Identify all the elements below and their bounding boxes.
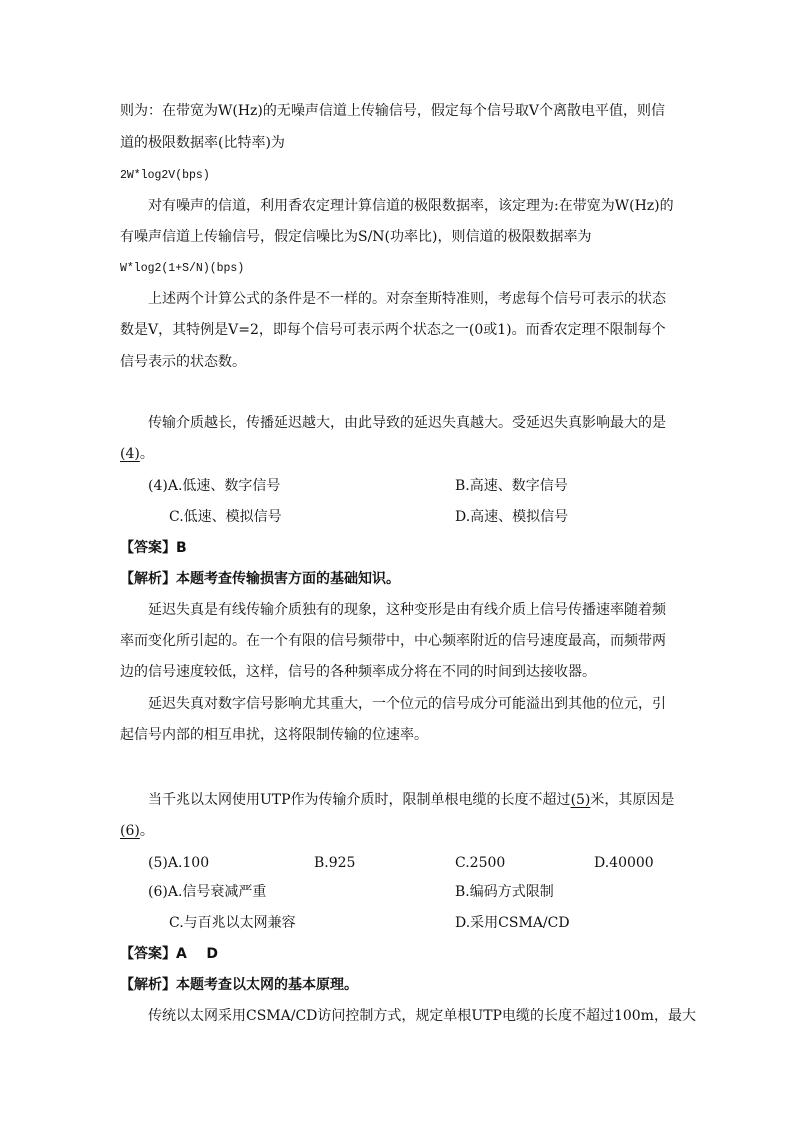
analysis-line: 率而变化所引起的。在一个有限的信号频带中，中心频率附近的信号速度最高，而频带两 xyxy=(120,633,666,649)
blank-6: (6) xyxy=(120,823,140,839)
formula-nyquist: 2W*log2V(bps) xyxy=(120,169,210,182)
option-5c: C.2500 xyxy=(455,855,506,871)
answer-4: 【答案】B xyxy=(120,540,187,556)
paragraph-line: 则为：在带宽为W(Hz)的无噪声信道上传输信号，假定每个信号取V个离散电平值，则信 xyxy=(120,103,666,119)
paragraph-line: 上述两个计算公式的条件是不一样的。对奈奎斯特准则，考虑每个信号可表示的状态 xyxy=(148,291,666,307)
paragraph-line: 有噪声信道上传输信号，假定信噪比为S/N(功率比)，则信道的极限数据率为 xyxy=(120,229,592,245)
option-4d: D.高速、模拟信号 xyxy=(455,509,569,525)
blank-4: (4) xyxy=(120,446,140,462)
option-6d: D.采用CSMA/CD xyxy=(455,915,570,931)
option-5b: B.925 xyxy=(314,855,356,871)
blank-5: (5) xyxy=(570,792,591,808)
paragraph-line: 道的极限数据率(比特率)为 xyxy=(120,135,285,151)
paragraph-line: 信号表示的状态数。 xyxy=(120,354,246,370)
option-6a: (6)A.信号衰减严重 xyxy=(148,884,267,900)
analysis-4-heading: 【解析】本题考查传输损害方面的基础知识。 xyxy=(120,571,400,587)
option-6c: C.与百兆以太网兼容 xyxy=(169,915,296,931)
option-4c: C.低速、模拟信号 xyxy=(169,509,282,525)
question-4-stem: 传输介质越长，传播延迟越大，由此导致的延迟失真越大。受延迟失真影响最大的是 xyxy=(148,415,666,431)
analysis-56-heading: 【解析】本题考查以太网的基本原理。 xyxy=(120,977,358,993)
option-5a: (5)A.100 xyxy=(148,855,210,871)
question-56-blank-line: (6)。 xyxy=(120,823,154,839)
question-4-blank-line: (4)。 xyxy=(120,446,154,462)
formula-shannon: W*log2(1+S/N)(bps) xyxy=(120,262,245,275)
option-5d: D.40000 xyxy=(594,855,654,871)
analysis-line: 边的信号速度较低，这样，信号的各种频率成分将在不同的时间到达接收器。 xyxy=(120,664,596,680)
answer-56: 【答案】A D xyxy=(120,946,218,962)
question-56-stem: 当千兆以太网使用UTP作为传输介质时，限制单根电缆的长度不超过(5)米，其原因是 xyxy=(148,792,675,808)
paragraph-line: 数是V，其特例是V=2，即每个信号可表示两个状态之一(0或1)。而香农定理不限制每个 xyxy=(120,322,666,338)
option-6b: B.编码方式限制 xyxy=(455,884,554,900)
analysis-line: 传统以太网采用CSMA/CD访问控制方式，规定单根UTP电缆的长度不超过100m，最大 xyxy=(148,1008,696,1024)
analysis-line: 起信号内部的相互串扰，这将限制传输的位速率。 xyxy=(120,727,428,743)
option-4a: (4)A.低速、数字信号 xyxy=(148,478,281,494)
paragraph-line: 对有噪声的信道，利用香农定理计算信道的极限数据率，该定理为:在带宽为W(Hz)的 xyxy=(148,198,674,214)
analysis-line: 延迟失真对数字信号影响尤其重大，一个位元的信号成分可能溢出到其他的位元，引 xyxy=(148,696,666,712)
analysis-line: 延迟失真是有线传输介质独有的现象，这种变形是由有线介质上信号传播速率随着频 xyxy=(148,602,666,618)
option-4b: B.高速、数字信号 xyxy=(455,478,568,494)
